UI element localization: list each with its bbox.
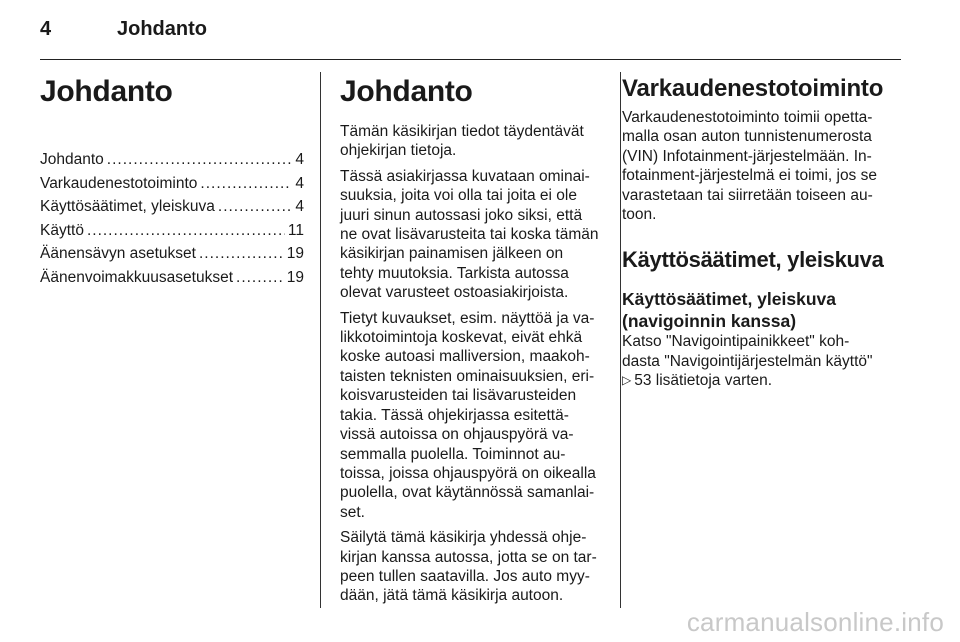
toc-entry-page: 19 xyxy=(286,268,304,286)
chapter-title: Johdanto xyxy=(40,75,173,108)
page-number: 4 xyxy=(40,18,52,40)
paragraph: Katso "Navigointipainikkeet" koh- dasta "Navigointijärjestelmän käyttö" ▷ 53 lisätietoja varten. xyxy=(622,333,873,390)
header-rule xyxy=(40,59,901,60)
site-watermark: carmanualsonline.info xyxy=(686,607,944,637)
toc-entry-page: 11 xyxy=(287,221,304,239)
subheading-controls-with-navigation: Käyttösäätimet, yleiskuva (navigoinnin kanssa) xyxy=(622,289,836,332)
toc-entry[interactable] xyxy=(40,172,304,196)
toc-entry[interactable] xyxy=(40,219,304,243)
toc-entry-page: 4 xyxy=(295,151,304,168)
toc-entry-label: Varkaudenestotoiminto xyxy=(40,174,198,192)
toc-entry-label: Käyttösäätimet, yleiskuva xyxy=(40,198,215,215)
running-title: Johdanto xyxy=(117,18,207,40)
toc-entry-page: 19 xyxy=(286,245,304,262)
toc-list xyxy=(40,148,304,289)
column-divider-2 xyxy=(620,72,621,608)
page-reference[interactable]: 53 lisätietoja varten. xyxy=(634,372,773,390)
toc-entry-label: Äänenvoimakkuusasetukset xyxy=(40,268,234,286)
chapter-toc-column xyxy=(40,74,304,289)
toc-entry[interactable] xyxy=(40,266,304,290)
toc-leader xyxy=(200,172,292,196)
toc-leader xyxy=(107,148,293,172)
toc-entry[interactable] xyxy=(40,195,304,219)
paragraph: Tämän käsikirjan tiedot täydentävät ohjekirjan tietoja. xyxy=(340,123,584,160)
toc-entry-label: Johdanto xyxy=(40,151,104,168)
toc-leader xyxy=(87,219,285,243)
section-heading-johdanto: Johdanto xyxy=(340,75,473,108)
paragraph: Säilytä tämä käsikirja yhdessä ohje- kirjan kanssa autossa, jotta se on tar- peen tullen saatavilla. Jos auto myy- dään, jätä tämä käsikirja autoon. xyxy=(340,529,597,605)
arrow-ref-icon: ▷ xyxy=(622,373,632,388)
paragraph: Tietyt kuvaukset, esim. näyttöä ja va- likkotoimintoja koskevat, eivät ehkä koske autoasi malliversion, maakoh- taisten teknisten ominaisuuksien, eri- koisvarusteiden tai lisävarusteiden takia. Tässä ohjekirjassa esitettä- vissä autoissa on ohjauspyörä va- semmalla puolella. Toiminnot au- toissa, joissa ohjauspyörä on oikealla puolella, ovat käytännössä samanlai- set. xyxy=(340,309,596,521)
toc-leader xyxy=(218,195,292,219)
toc-leader xyxy=(236,266,284,290)
toc-entry-page: 4 xyxy=(295,174,304,192)
introduction-column xyxy=(340,74,605,612)
paragraph: Varkaudenestotoiminto toimii opetta- malla osan auton tunnistenumerosta (VIN) Infotainment-järjestelmään. In- fotainment-järjestelmä ei toimi, jos se varastetaan tai siirretään toiseen au- toon. xyxy=(622,109,877,224)
toc-entry-label: Käyttö xyxy=(40,221,84,239)
section-heading-anti-theft: Varkaudenestotoiminto xyxy=(622,75,884,102)
toc-entry[interactable] xyxy=(40,242,304,266)
section-heading-controls-overview: Käyttösäätimet, yleiskuva xyxy=(622,247,884,273)
paragraph: Tässä asiakirjassa kuvataan ominai- suuksia, joita voi olla tai joita ei ole juuri sinun autossasi joko siksi, että ne ovat lisävarusteita tai koska tämän käsikirjan painamisen jälkeen on tehty muutoksia. Tarkista autossa olevat varusteet ostoasiakirjoista. xyxy=(340,167,599,302)
toc-leader xyxy=(199,242,284,266)
anti-theft-column xyxy=(622,74,904,397)
toc-entry-label: Äänensävyn asetukset xyxy=(40,245,196,262)
toc-entry[interactable] xyxy=(40,148,304,172)
column-divider-1 xyxy=(320,72,321,608)
toc-entry-page: 4 xyxy=(295,198,304,215)
